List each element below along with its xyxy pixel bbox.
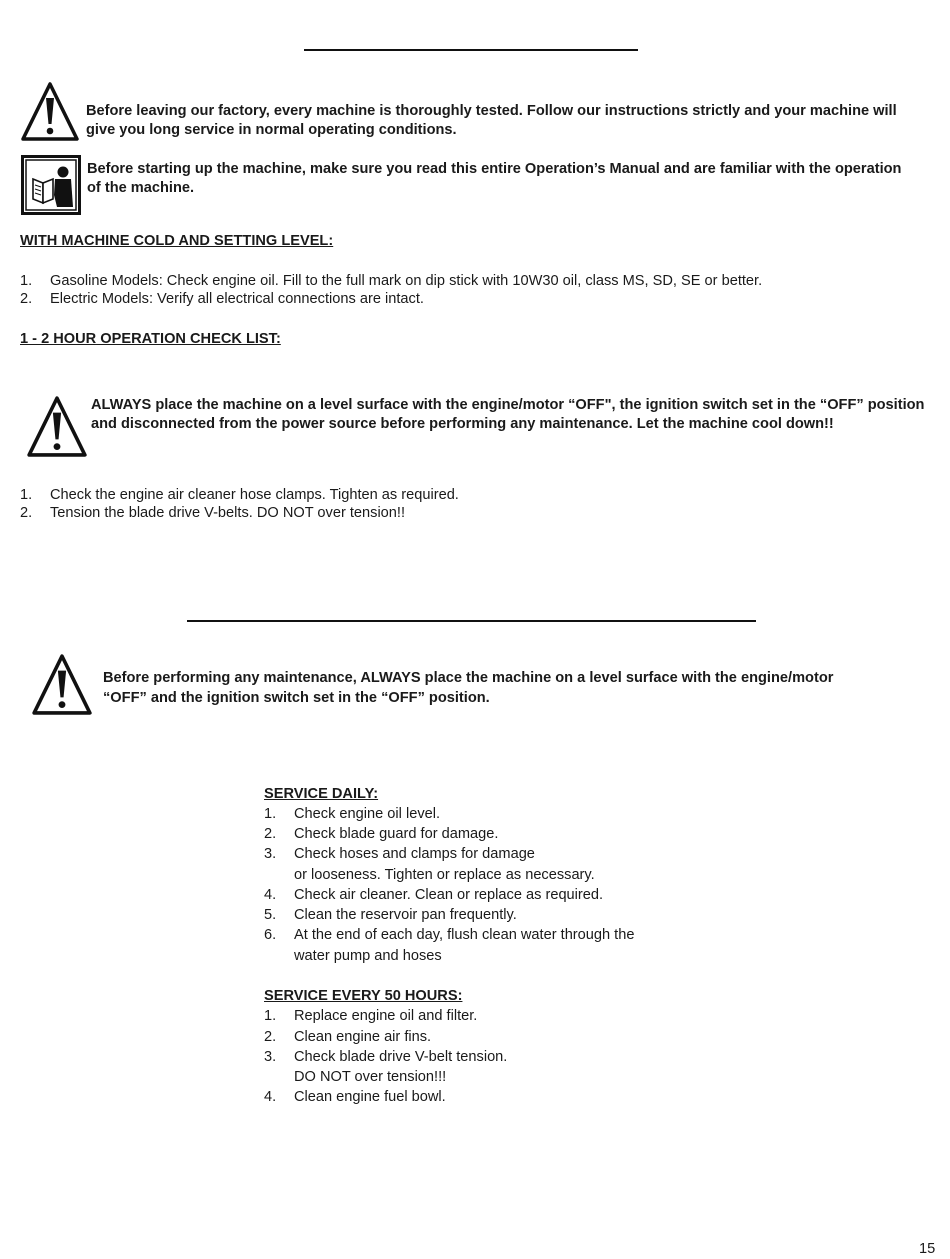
page-number: 15: [919, 1241, 936, 1257]
title-underline-maintenance: [187, 620, 756, 622]
hour-check-heading: 1 - 2 HOUR OPERATION CHECK LIST:: [20, 331, 281, 347]
service-50-heading: SERVICE EVERY 50 HOURS:: [264, 988, 463, 1004]
title-underline-top: [304, 49, 638, 51]
warning-level-surface: ALWAYS place the machine on a level surface with the engine/motor “OFF", the ignition switch set in the “OFF” position and disconnected from the power source before performing any maintenance. Let the machine cool down!!: [91, 397, 925, 432]
warning-read-manual: Before starting up the machine, make sure you read this entire Operation’s Manual and are familiar with the operation of the machine.: [87, 161, 902, 196]
warning-factory-test: Before leaving our factory, every machine is thoroughly tested. Follow our instructions strictly and your machine will give you long service in normal operating conditions.: [86, 103, 897, 138]
cold-check-heading: WITH MACHINE COLD AND SETTING LEVEL:: [20, 233, 334, 249]
warning-triangle-icon: [31, 652, 93, 716]
warning-maintenance: Before performing any maintenance, ALWAYS place the machine on a level surface with the engine/motor “OFF” and the ignition switch set in the “OFF” position.: [103, 670, 834, 706]
warning-triangle-icon: [26, 394, 88, 458]
read-manual-icon: [21, 155, 81, 215]
service-daily-heading: SERVICE DAILY:: [264, 786, 379, 802]
warning-triangle-icon: [20, 80, 80, 142]
